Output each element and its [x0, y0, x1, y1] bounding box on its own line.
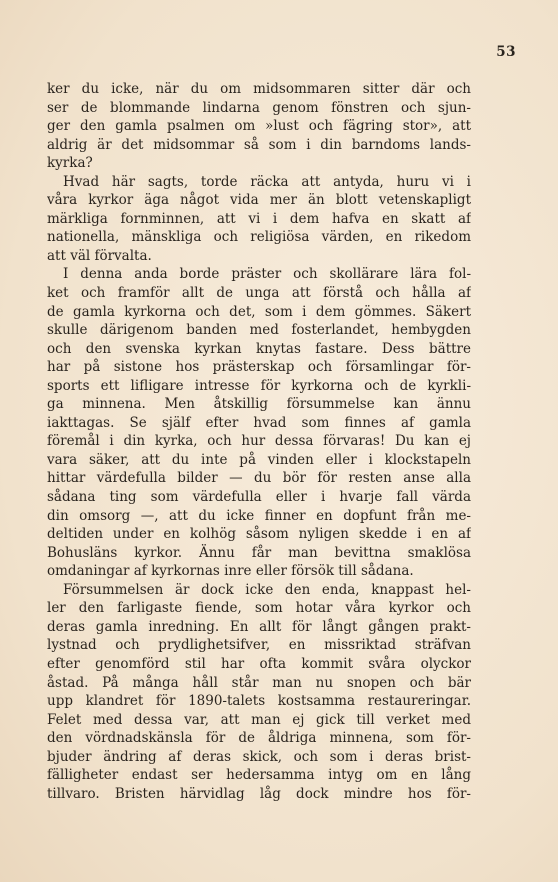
text-line: omdaningar af kyrkornas inre eller försök till sådana. — [47, 563, 414, 580]
text-line: föremål i din kyrka, och hur dessa förvaras! Du kan ej — [47, 433, 471, 450]
text-line: vara säker, att du inte på vinden eller i klockstapeln — [47, 451, 471, 468]
text-line: och den svenska kyrkan knytas fastare. Dess bättre — [47, 340, 471, 357]
text-line: lystnad och prydlighetsifver, en missriktad sträfvan — [47, 637, 471, 654]
text-line: att väl förvalta. — [47, 247, 152, 264]
text-line: ger den gamla psalmen om »lust och fägring stor», att — [47, 118, 471, 135]
text-line: ler den farligaste fiende, som hotar våra kyrkor och — [47, 600, 471, 617]
text-line: hittar värdefulla bilder — du bör för resten anse alla — [47, 470, 471, 487]
text-line: märkliga fornminnen, att vi i dem hafva en skatt af — [47, 210, 471, 227]
text-line: Hvad här sagts, torde räcka att antyda, huru vi i — [63, 173, 471, 190]
text-line: I denna anda borde präster och skollärare lära fol- — [63, 266, 471, 283]
text-line: den vördnadskänsla för de åldriga minnena, som för- — [47, 730, 471, 747]
text-line: ker du icke, när du om midsommaren sitter där och — [47, 81, 471, 97]
page-number: 53 — [496, 44, 516, 60]
text-line: kyrka? — [47, 155, 93, 172]
text-line: bjuder ändring af deras skick, och som i deras brist- — [47, 748, 471, 765]
text-line: upp klandret för 1890-talets kostsamma restaureringar. — [47, 693, 471, 710]
text-line: åstad. På många håll står man nu snopen och bär — [47, 674, 471, 691]
text-line: Felet med dessa var, att man ej gick till verket med — [47, 711, 471, 728]
text-line: ket och framför allt de unga att förstå och hålla af — [47, 285, 471, 302]
body-text — [47, 80, 471, 803]
text-line: sports ett lifligare intresse för kyrkorna och de kyrkli- — [47, 377, 471, 394]
text-line: ser de blommande lindarna genom fönstren och sjun- — [47, 99, 471, 116]
text-line: aldrig är det midsommar så som i din barndoms lands- — [47, 136, 471, 153]
text-line: ga minnena. Men åtskillig försummelse kan ännu — [47, 396, 471, 413]
text-line: din omsorg —, att du icke finner en dopfunt från me- — [47, 507, 471, 524]
text-line: Bohusläns kyrkor. Ännu får man bevittna smaklösa — [47, 544, 471, 561]
text-line: har på sistone hos prästerskap och församlingar för- — [47, 359, 471, 376]
text-line: nationella, mänskliga och religiösa värden, en rikedom — [47, 229, 471, 246]
text-line: efter genomförd stil har ofta kommit svåra olyckor — [47, 655, 471, 672]
text-line: iakttagas. Se själf efter hvad som finnes af gamla — [47, 414, 471, 431]
text-line: skulle därigenom banden med fosterlandet, hembygden — [47, 322, 471, 339]
text-line: deras gamla inredning. En allt för långt gången prakt- — [47, 618, 471, 635]
text-line: fälligheter endast ser hedersamma intyg om en lång — [47, 767, 471, 784]
text-line: sådana ting som värdefulla eller i hvarje fall värda — [47, 489, 471, 506]
text-line: våra kyrkor äga något vida mer än blott vetenskapligt — [47, 192, 471, 209]
text-line: deltiden under en kolhög såsom nyligen skedde i en af — [47, 526, 471, 543]
text-line: de gamla kyrkorna och det, som i dem gömmes. Säkert — [47, 303, 471, 320]
text-line: Försummelsen är dock icke den enda, knappast hel- — [63, 581, 471, 598]
text-line: tillvaro. Bristen härvidlag låg dock mindre hos för- — [47, 785, 471, 802]
